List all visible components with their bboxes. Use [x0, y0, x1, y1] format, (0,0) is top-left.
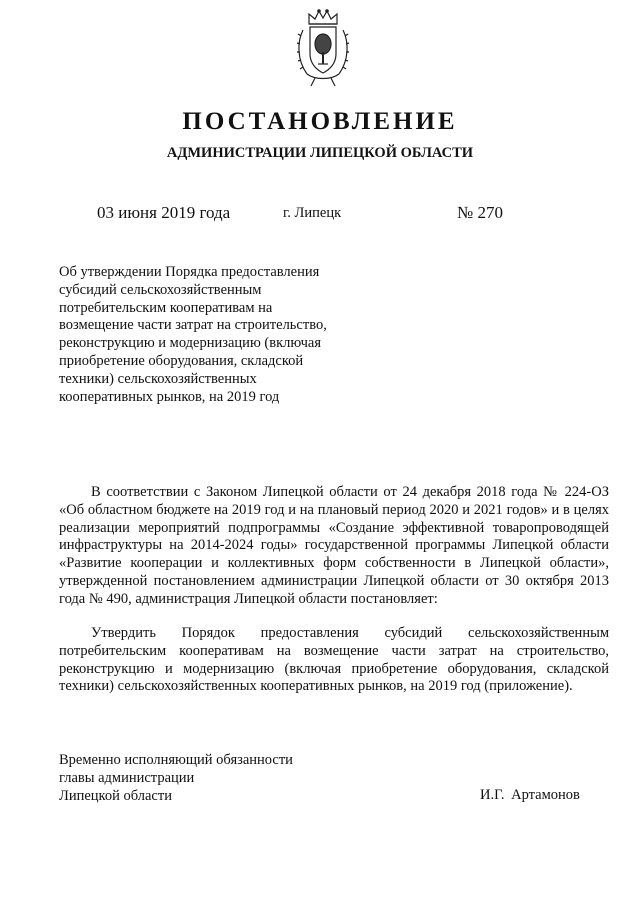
signer-title-line: Липецкой области	[59, 787, 172, 804]
coat-of-arms-icon	[295, 8, 351, 90]
signer-title-line: главы администрации	[59, 769, 195, 786]
signer-title-line: Временно исполняющий обязанности	[59, 752, 293, 768]
signer-name: И.Г. Артамонов	[480, 787, 580, 803]
document-date: 03 июня 2019 года	[97, 203, 231, 222]
issuing-authority: АДМИНИСТРАЦИИ ЛИПЕЦКОЙ ОБЛАСТИ	[166, 145, 474, 161]
signer-title	[59, 752, 293, 805]
document-subject: Об утверждении Порядка предоставления субсидий сельскохозяйственным потребительским кооперативам на возмещение части затрат на строительство, реконструкцию и модернизацию (включая приобретение оборудования, складской техники) сельскохозяйственных кооперативных рынков, на 2019 год	[59, 264, 327, 405]
body-paragraph: Утвердить Порядок предоставления субсидий сельскохозяйственным потребительским кооперативам на возмещение части затрат на строительство, реконструкцию и модернизацию (включая приобретение оборудования, складской техники) сельскохозяйственных кооперативных рынков, на 2019 год (приложение).	[59, 625, 609, 695]
document-number: № 270	[457, 203, 503, 222]
document-city: г. Липецк	[283, 205, 342, 221]
body-paragraph: В соответствии с Законом Липецкой области от 24 декабря 2018 года № 224-ОЗ «Об областном бюджете на 2019 год и на плановый период 2020 и 2021 годов» и в целях реализации мероприятий подпрограммы «Создание эффективной товаропроводящей инфраструктуры на 2014-2024 годы» государственной программы Липецкой области «Развитие кооперации и коллективных форм собственности в Липецкой области», утвержденной постановлением администрации Липецкой области от 30 октября 2013 года № 490, администрация Липецкой области постановляет:	[59, 484, 609, 607]
document-title: ПОСТАНОВЛЕНИЕ	[182, 108, 458, 135]
